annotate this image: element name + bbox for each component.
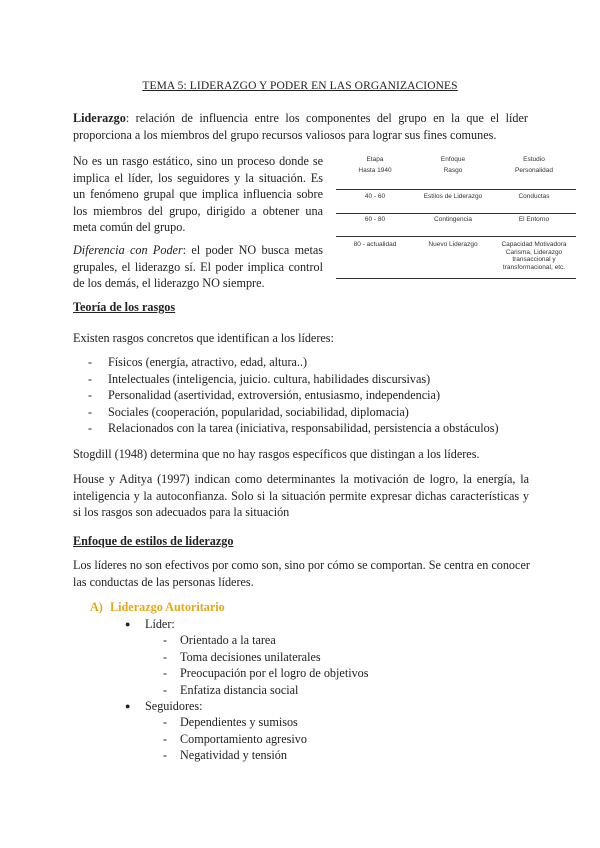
- table-header-cell: Etapa: [366, 156, 384, 163]
- table-cell: Personalidad: [515, 167, 553, 174]
- traits-intro: Existen rasgos concretos que identifican a los líderes:: [73, 331, 334, 345]
- table-cell: 60 - 80: [364, 216, 386, 223]
- list-item: - Dependientes y sumisos: [163, 714, 563, 731]
- subheading-label: A): [90, 600, 103, 614]
- authoritarian-subheading: [90, 600, 225, 615]
- table-row: [336, 241, 576, 271]
- table-header-cell: Estudio: [523, 156, 545, 163]
- list-item: - Intelectuales (inteligencia, juicio. cultura, habilidades discursivas): [88, 371, 538, 388]
- table-cell: El Entorno: [518, 216, 550, 223]
- list-item: - Toma decisiones unilaterales: [163, 649, 563, 666]
- page-title: TEMA 5: LIDERAZGO Y PODER EN LAS ORGANIZACIONES: [142, 80, 458, 92]
- list-item: - Negatividad y tensión: [163, 747, 563, 764]
- bullet-icon: ●: [125, 619, 131, 629]
- list-item: - Preocupación por el logro de objetivos: [163, 665, 563, 682]
- process-paragraph: No es un rasgo estático, sino un proceso donde se implica el líder, los seguidores y la situación. Es un fenómeno grupal que implica influencia sobre los miembros del grupo, dirigido a obtener una meta común del grupo.: [73, 154, 323, 234]
- followers-bullet: [125, 699, 203, 714]
- table-row: [336, 216, 576, 241]
- bullet-icon: ●: [125, 701, 131, 711]
- table-cell: Hasta 1940: [358, 167, 392, 174]
- stogdill-paragraph: Stogdill (1948) determina que no hay rasgos específicos que distingan a los líderes.: [73, 447, 480, 461]
- traits-heading: Teoría de los rasgos: [73, 300, 176, 314]
- table-cell: Contingencia: [434, 216, 472, 223]
- table-cell-main: Capacidad Motivadora: [501, 241, 567, 248]
- table-cell: 80 - actualidad: [353, 241, 397, 248]
- term-power-difference: Diferencia con Poder: [73, 243, 183, 257]
- table-cell: Nuevo Liderazgo: [428, 241, 478, 248]
- bullet-label: Líder:: [145, 617, 175, 631]
- table-divider: [336, 278, 576, 279]
- table-header-cell: Enfoque: [440, 156, 466, 163]
- list-item: - Comportamiento agresivo: [163, 731, 563, 748]
- table-divider: [336, 236, 576, 237]
- term-leadership: Liderazgo: [73, 111, 126, 125]
- table-cell: Conductas: [518, 193, 550, 200]
- table-cell: Estilos de Liderazgo: [423, 193, 483, 200]
- leadership-definition: [73, 110, 528, 143]
- leader-traits-list: [163, 632, 563, 698]
- definition-text: : relación de influencia entre los componentes del grupo en la que el líder proporciona a los miembros del grupo recursos valiosos para lograr sus fines comunes.: [73, 111, 528, 142]
- list-item: - Orientado a la tarea: [163, 632, 563, 649]
- list-item: - Sociales (cooperación, popularidad, sociabilidad, diplomacia): [88, 404, 538, 421]
- list-item: - Enfatiza distancia social: [163, 682, 563, 699]
- subheading-title: Liderazgo Autoritario: [110, 600, 225, 614]
- table-header-row: [336, 156, 576, 167]
- table-cell: 40 - 60: [364, 193, 386, 200]
- table-divider: [336, 213, 576, 214]
- traits-list: [88, 354, 538, 437]
- styles-heading: Enfoque de estilos de liderazgo: [73, 534, 234, 548]
- followers-traits-list: [163, 714, 563, 764]
- bullet-label: Seguidores:: [145, 699, 203, 713]
- list-item: - Relacionados con la tarea (iniciativa, responsabilidad, persistencia a obstáculos): [88, 420, 538, 437]
- list-item: - Personalidad (asertividad, extroversión, entusiasmo, independencia): [88, 387, 538, 404]
- table-cell: Rasgo: [443, 167, 463, 174]
- table-cell: [492, 241, 576, 271]
- table-cell-note: Carisma, Liderazgo transaccional y transformacional, etc.: [502, 248, 566, 271]
- house-aditya-paragraph: House y Aditya (1997) indican como determinantes la motivación de logro, la energía, la inteligencia y la autoconfianza. Solo si la situación permite expresar dichas características y si los rasgos son adecuados para la situación: [73, 472, 529, 519]
- styles-intro: Los líderes no son efectivos por como son, sino por cómo se comportan. Se centra en conocer las conductas de las personas líderes.: [73, 558, 530, 589]
- table-divider: [336, 189, 576, 190]
- list-item: - Físicos (energía, atractivo, edad, altura..): [88, 354, 538, 371]
- leader-bullet: [125, 617, 175, 632]
- power-difference-paragraph: [73, 242, 323, 292]
- difference-text: : el poder NO busca metas grupales, el liderazgo sí. El poder implica control de los demás, el liderazgo NO siempre.: [73, 243, 323, 290]
